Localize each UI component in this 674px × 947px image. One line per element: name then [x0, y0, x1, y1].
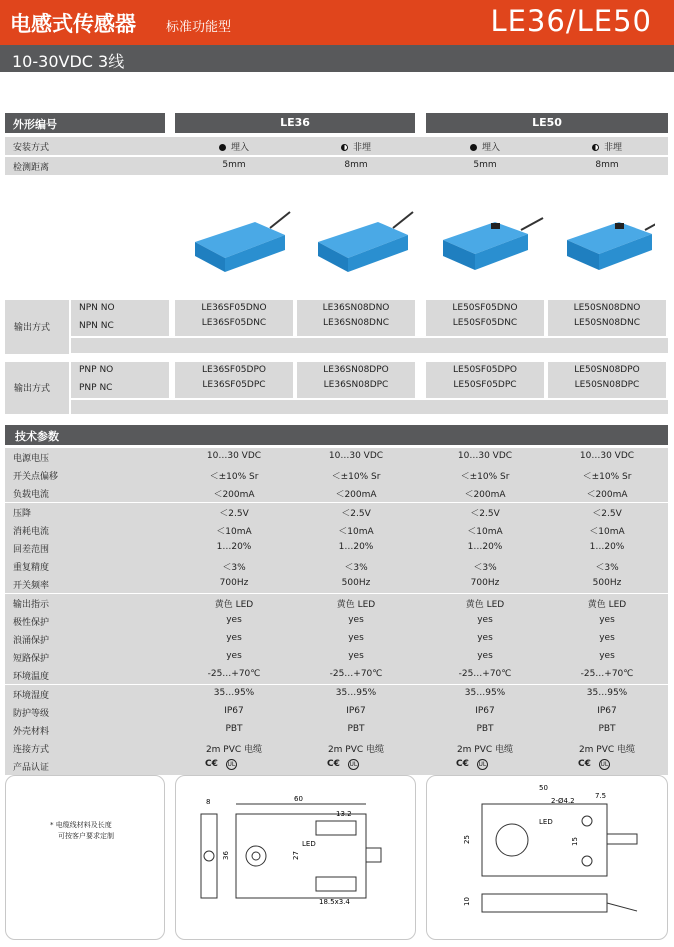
- tech-row-label: 电源电压: [13, 454, 50, 464]
- npn-no-type: NPN NO: [79, 303, 115, 313]
- tech-row-label: 消耗电流: [13, 526, 50, 537]
- tech-row-label: 防护等级: [13, 708, 50, 719]
- svg-text:7.5: 7.5: [595, 792, 607, 800]
- tech-row-label: 开关频率: [13, 581, 50, 592]
- flush-icon: [470, 144, 477, 151]
- tech-row-label: 产品认证: [13, 763, 50, 774]
- tech-row-value: IP67: [475, 705, 495, 716]
- tech-row-value: yes: [226, 614, 242, 625]
- tech-row-value: 1…20%: [338, 542, 374, 552]
- svg-text:10: 10: [463, 897, 471, 906]
- tech-row-value: yes: [599, 633, 615, 643]
- sensor-images: [185, 200, 655, 285]
- header-bar: [0, 0, 674, 45]
- tech-row-value: -25…+70℃: [329, 669, 383, 680]
- npn-nc-type: NPN NC: [79, 321, 114, 331]
- tech-row-value: 700Hz: [470, 578, 500, 589]
- tech-row-value: ＜±10% Sr: [209, 472, 259, 483]
- tech-row-value: yes: [477, 614, 493, 625]
- group-le50: LE50: [426, 113, 668, 133]
- tech-row-label: 压降: [13, 508, 32, 519]
- tech-row-value: ＜3%: [595, 563, 619, 574]
- tech-row-value: IP67: [224, 705, 244, 716]
- svg-text:18.5x3.4: 18.5x3.4: [319, 898, 350, 906]
- tech-row-value: 黄色 LED: [587, 599, 627, 610]
- group-le36: LE36: [175, 113, 415, 133]
- tech-row-value: yes: [348, 651, 364, 662]
- voltage-band: 10-30VDC 3线: [0, 45, 674, 72]
- tech-row-value: ＜3%: [473, 563, 497, 574]
- tech-row-value: -25…+70℃: [580, 669, 634, 680]
- svg-text:LED: LED: [302, 840, 316, 848]
- tech-row-value: [297, 757, 415, 775]
- header-subtitle: 标准功能型: [166, 20, 232, 35]
- tech-row-value: yes: [477, 651, 493, 662]
- svg-text:15: 15: [571, 837, 579, 846]
- tech-row: [5, 557, 668, 575]
- ul-mark-icon: UL: [349, 761, 358, 769]
- tech-row-label: 回差范围: [13, 545, 50, 555]
- tech-row-value: 黄色 LED: [214, 599, 254, 610]
- tech-row-label: 开关点偏移: [13, 472, 59, 483]
- tech-row-value: 10…30 VDC: [206, 451, 262, 461]
- distance-row: 检测距离 5mm 8mm 5mm 8mm: [5, 157, 668, 175]
- tech-row-value: ＜±10% Sr: [582, 472, 632, 483]
- tech-row-value: 35…95%: [586, 687, 628, 698]
- le50-nonflush-image: [567, 218, 655, 270]
- nonflush-icon: [341, 144, 348, 151]
- tech-row: [5, 648, 668, 666]
- tech-row-value: ＜2.5V: [341, 508, 371, 519]
- tech-row: [5, 703, 668, 721]
- tech-row-value: ＜2.5V: [219, 508, 249, 519]
- tech-row: [5, 666, 668, 684]
- tech-row-value: 1…20%: [216, 542, 252, 552]
- tech-row-value: [548, 757, 666, 775]
- tech-row: [5, 739, 668, 757]
- nonflush-icon: [592, 144, 599, 151]
- tech-row: [5, 685, 668, 703]
- tech-row-value: 35…95%: [464, 687, 506, 698]
- le50-dimension-drawing: [427, 776, 667, 939]
- tech-row-value: [175, 757, 293, 775]
- shape-label: 外形编号: [5, 113, 165, 133]
- tech-row: [5, 575, 668, 593]
- tech-row-value: ＜200mA: [335, 490, 377, 501]
- tech-row: [5, 503, 668, 521]
- tech-row: [5, 630, 668, 648]
- tech-row-value: 1…20%: [589, 542, 625, 552]
- npn-output-label: 输出方式: [14, 323, 51, 333]
- svg-text:2-Ø4.2: 2-Ø4.2: [551, 797, 575, 805]
- note-line-2: 可按客户要求定制: [58, 832, 114, 840]
- tech-row-label: 负载电流: [13, 490, 50, 501]
- ce-mark-icon: C€: [327, 759, 340, 770]
- tech-row: [5, 721, 668, 739]
- svg-text:60: 60: [294, 795, 303, 803]
- tech-row: [5, 466, 668, 484]
- tech-row-value: yes: [477, 633, 493, 643]
- svg-text:25: 25: [463, 835, 471, 844]
- svg-text:8: 8: [206, 798, 211, 806]
- le36-drawing-box: [175, 775, 416, 940]
- ce-mark-icon: C€: [456, 759, 469, 770]
- pnp-output-label: 输出方式: [14, 384, 51, 394]
- tech-row-value: IP67: [597, 705, 617, 716]
- tech-row-value: ＜±10% Sr: [460, 472, 510, 483]
- tech-row-value: yes: [226, 651, 242, 662]
- tech-row-value: PBT: [476, 724, 494, 734]
- tech-row-value: 黄色 LED: [465, 599, 505, 610]
- tech-row-value: ＜±10% Sr: [331, 472, 381, 483]
- tech-row: [5, 484, 668, 502]
- tech-row-value: 1…20%: [467, 542, 503, 552]
- tech-row-label: 输出指示: [13, 599, 50, 610]
- tech-row-value: ＜10mA: [467, 526, 503, 537]
- svg-text:LED: LED: [539, 818, 553, 826]
- tech-row-value: 2m PVC 电缆: [578, 745, 636, 756]
- ul-mark-icon: UL: [478, 761, 487, 769]
- tech-row-value: ＜10mA: [216, 526, 252, 537]
- tech-row-value: ＜2.5V: [470, 508, 500, 519]
- distance-label: 检测距离: [13, 163, 50, 173]
- svg-text:50: 50: [539, 784, 548, 792]
- tech-row: [5, 757, 668, 775]
- tech-row-value: yes: [599, 614, 615, 625]
- tech-row-value: ＜200mA: [586, 490, 628, 501]
- tech-row-value: 35…95%: [335, 687, 377, 698]
- tech-row-value: 2m PVC 电缆: [205, 745, 263, 756]
- tech-title: 技术参数: [5, 425, 668, 445]
- pnp-nc-type: PNP NC: [79, 383, 113, 393]
- mount-label: 安装方式: [13, 143, 50, 153]
- tech-row-value: 10…30 VDC: [328, 451, 384, 461]
- pnp-no-type: PNP NO: [79, 365, 114, 375]
- mount-row: 安装方式 埋入 非埋 埋入 非埋: [5, 137, 668, 155]
- svg-text:36: 36: [222, 851, 230, 860]
- tech-row-value: PBT: [225, 724, 243, 734]
- note-box: * 电缆线材料及长度 可按客户要求定制: [5, 775, 165, 940]
- tech-row-label: 环境温度: [13, 672, 50, 683]
- tech-row-value: yes: [348, 614, 364, 625]
- tech-row-value: yes: [226, 633, 242, 643]
- svg-text:13.2: 13.2: [336, 810, 352, 818]
- le36-dimension-drawing: [176, 776, 415, 939]
- tech-row-value: [426, 757, 544, 775]
- tech-row-value: 10…30 VDC: [457, 451, 513, 461]
- tech-row-label: 极性保护: [13, 617, 50, 628]
- ce-mark-icon: C€: [578, 759, 591, 770]
- tech-row-label: 浪涌保护: [13, 636, 50, 646]
- tech-row-label: 外壳材料: [13, 727, 50, 737]
- ce-mark-icon: C€: [205, 759, 218, 770]
- tech-row-value: 2m PVC 电缆: [456, 745, 514, 756]
- tech-row-value: ＜10mA: [589, 526, 625, 537]
- header-title: 电感式传感器: [10, 12, 136, 36]
- tech-row-value: ＜10mA: [338, 526, 374, 537]
- tech-row-value: ＜200mA: [213, 490, 255, 501]
- tech-row: [5, 448, 668, 466]
- tech-row-value: 35…95%: [213, 687, 255, 698]
- tech-row-label: 环境湿度: [13, 690, 50, 701]
- tech-row-value: yes: [348, 633, 364, 643]
- tech-row-value: 500Hz: [341, 578, 371, 589]
- le50-flush-image: [443, 218, 543, 270]
- le36-flush-image: [195, 212, 290, 272]
- tech-row-value: ＜3%: [344, 563, 368, 574]
- tech-row-value: 500Hz: [592, 578, 622, 589]
- tech-row-label: 重复精度: [13, 563, 50, 574]
- tech-row-value: ＜200mA: [464, 490, 506, 501]
- tech-row-label: 短路保护: [13, 654, 50, 665]
- header-model: LE36/LE50: [490, 4, 652, 38]
- tech-row-value: 黄色 LED: [336, 599, 376, 610]
- tech-row-value: IP67: [346, 705, 366, 716]
- tech-row: [5, 594, 668, 612]
- flush-icon: [219, 144, 226, 151]
- tech-row-value: 10…30 VDC: [579, 451, 635, 461]
- tech-row-value: 2m PVC 电缆: [327, 745, 385, 756]
- tech-row: [5, 612, 668, 630]
- tech-row-value: -25…+70℃: [458, 669, 512, 680]
- tech-row-value: 700Hz: [219, 578, 249, 589]
- tech-row-label: 连接方式: [13, 745, 50, 756]
- tech-row-value: ＜2.5V: [592, 508, 622, 519]
- note-line-1: 电缆线材料及长度: [55, 821, 112, 829]
- ul-mark-icon: UL: [600, 761, 609, 769]
- le36-nonflush-image: [318, 212, 413, 272]
- tech-row-value: PBT: [598, 724, 616, 734]
- ul-mark-icon: UL: [227, 761, 236, 769]
- tech-row-value: -25…+70℃: [207, 669, 261, 680]
- le50-drawing-box: [426, 775, 668, 940]
- tech-row-value: ＜3%: [222, 563, 246, 574]
- svg-text:27: 27: [292, 851, 300, 860]
- tech-row: [5, 521, 668, 539]
- tech-row: [5, 539, 668, 557]
- tech-row-value: yes: [599, 651, 615, 662]
- tech-row-value: PBT: [347, 724, 365, 734]
